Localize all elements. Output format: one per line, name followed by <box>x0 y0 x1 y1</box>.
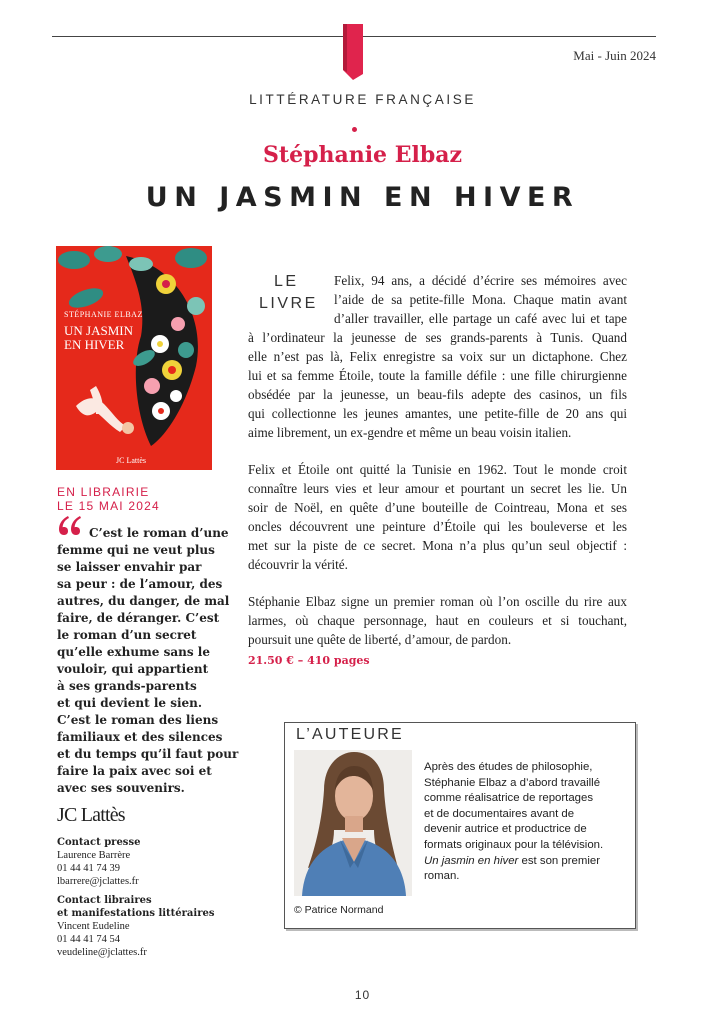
issue-date: Mai - Juin 2024 <box>573 48 656 63</box>
release-date: EN LIBRAIRIE LE 15 MAI 2024 <box>57 485 160 513</box>
description-paragraph: Felix et Étoile ont quitté la Tunisie en 1962. Tout le monde croit connaître leurs vies et leur amour et pourtant un secret les lie. Un soir de Noël, en quête d’une bouteille de Cointreau, Mona et ses oncles découvrent une peinture d’Étoile qui les bouleverse et les met sur la piste de ce secret. Mona n’a plus qu’un seul objectif : découvrir la vérité. <box>248 462 627 572</box>
book-title-italic: Un jasmin en hiver <box>424 854 519 867</box>
author-box-heading: L’AUTEURE <box>296 726 404 743</box>
cover-author: STÉPHANIE ELBAZ <box>64 310 143 319</box>
press-contact-label: Contact presse <box>57 837 141 848</box>
contacts-block <box>57 836 227 959</box>
book-description <box>248 271 627 649</box>
author-box <box>284 722 636 929</box>
bookseller-contact-label-2: et manifestations littéraires <box>57 908 215 919</box>
separator-dot <box>352 127 357 132</box>
description-paragraph: Stéphanie Elbaz signe un premier roman où l’on oscille du rire aux larmes, où chaque personnage, haut en couleurs et si touchant, poursuit une quête de liberté, d’amour, de pardon. <box>248 594 627 647</box>
press-contact-email[interactable]: lbarrere@jclattes.fr <box>57 876 139 887</box>
bookseller-contact-phone: 01 44 41 74 54 <box>57 934 120 945</box>
book-title: UN JASMIN EN HIVER <box>145 182 580 213</box>
bookseller-contact-email[interactable]: veudeline@jclattes.fr <box>57 947 147 958</box>
category-label: LITTÉRATURE FRANÇAISE <box>249 92 476 107</box>
cover-publisher: JC Lattès <box>116 456 146 465</box>
author-bio: Après des études de philosophie, Stéphanie Elbaz a d’abord travaillé comme réalisatrice de reportages et de documentaires avant de devenir autrice et productrice de formats originaux pour la télévision. Un jasmin en hiver est son premier roman. <box>424 760 624 885</box>
press-contact-name: Laurence Barrère <box>57 850 131 861</box>
author-name: Stéphanie Elbaz <box>263 142 462 168</box>
price-and-pages: 21.50 € – 410 pages <box>248 654 370 667</box>
cover-floral-illustration <box>56 246 212 470</box>
bookseller-contact-name: Vincent Eudeline <box>57 921 130 932</box>
bio-line-title: Un jasmin en hiver est son premier <box>424 854 601 867</box>
press-contact-phone: 01 44 41 74 39 <box>57 863 120 874</box>
description-paragraph: Felix, 94 ans, a décidé d’écrire ses mémoires avec l’aide de sa petite-fille Mona. Chaque matin avant d’aller travailler, elle partage un café avec lui et tape à l’ordinateur la jeunesse de ses grands-parents à Tunis. Quand elle n’est pas là, Felix enregistre sa voix sur un dictaphone. Chez lui et sa femme Étoile, toute la famille défile : une fille chirurgienne obsédée par la jeunesse, un beau-fils adepte des casinos, un fils qui collectionne les jeunes amantes, une petite-fille de 20 ans qui aime librement, un ex-gendre et même un beau voisin italien. <box>248 273 627 440</box>
page-number: 10 <box>354 988 371 1002</box>
publisher-logo: JC Lattès <box>57 804 125 826</box>
press-quote: C’est le roman d’une femme qui ne veut plus se laisser envahir par sa peur : de l’amour, des autres, du danger, de mal faire, de déranger. C’est le roman d’un secret qu’elle exhume sans le vouloir, qui appartient à ses grands-parents et qui devient le sien. C’est le roman des liens familiaux et des silences et du temps qu’il faut pour faire la paix avec soi et avec ses souvenirs. <box>57 526 239 795</box>
bookmark-ribbon-icon <box>343 24 363 80</box>
author-photo <box>294 750 412 896</box>
photo-credit: © Patrice Normand <box>294 904 384 916</box>
cover-title: UN JASMIN EN HIVER <box>64 323 133 352</box>
book-cover <box>56 246 212 470</box>
section-label-le-livre: LE LIVRE <box>259 273 318 312</box>
bookseller-contact-label: Contact libraires <box>57 895 152 906</box>
